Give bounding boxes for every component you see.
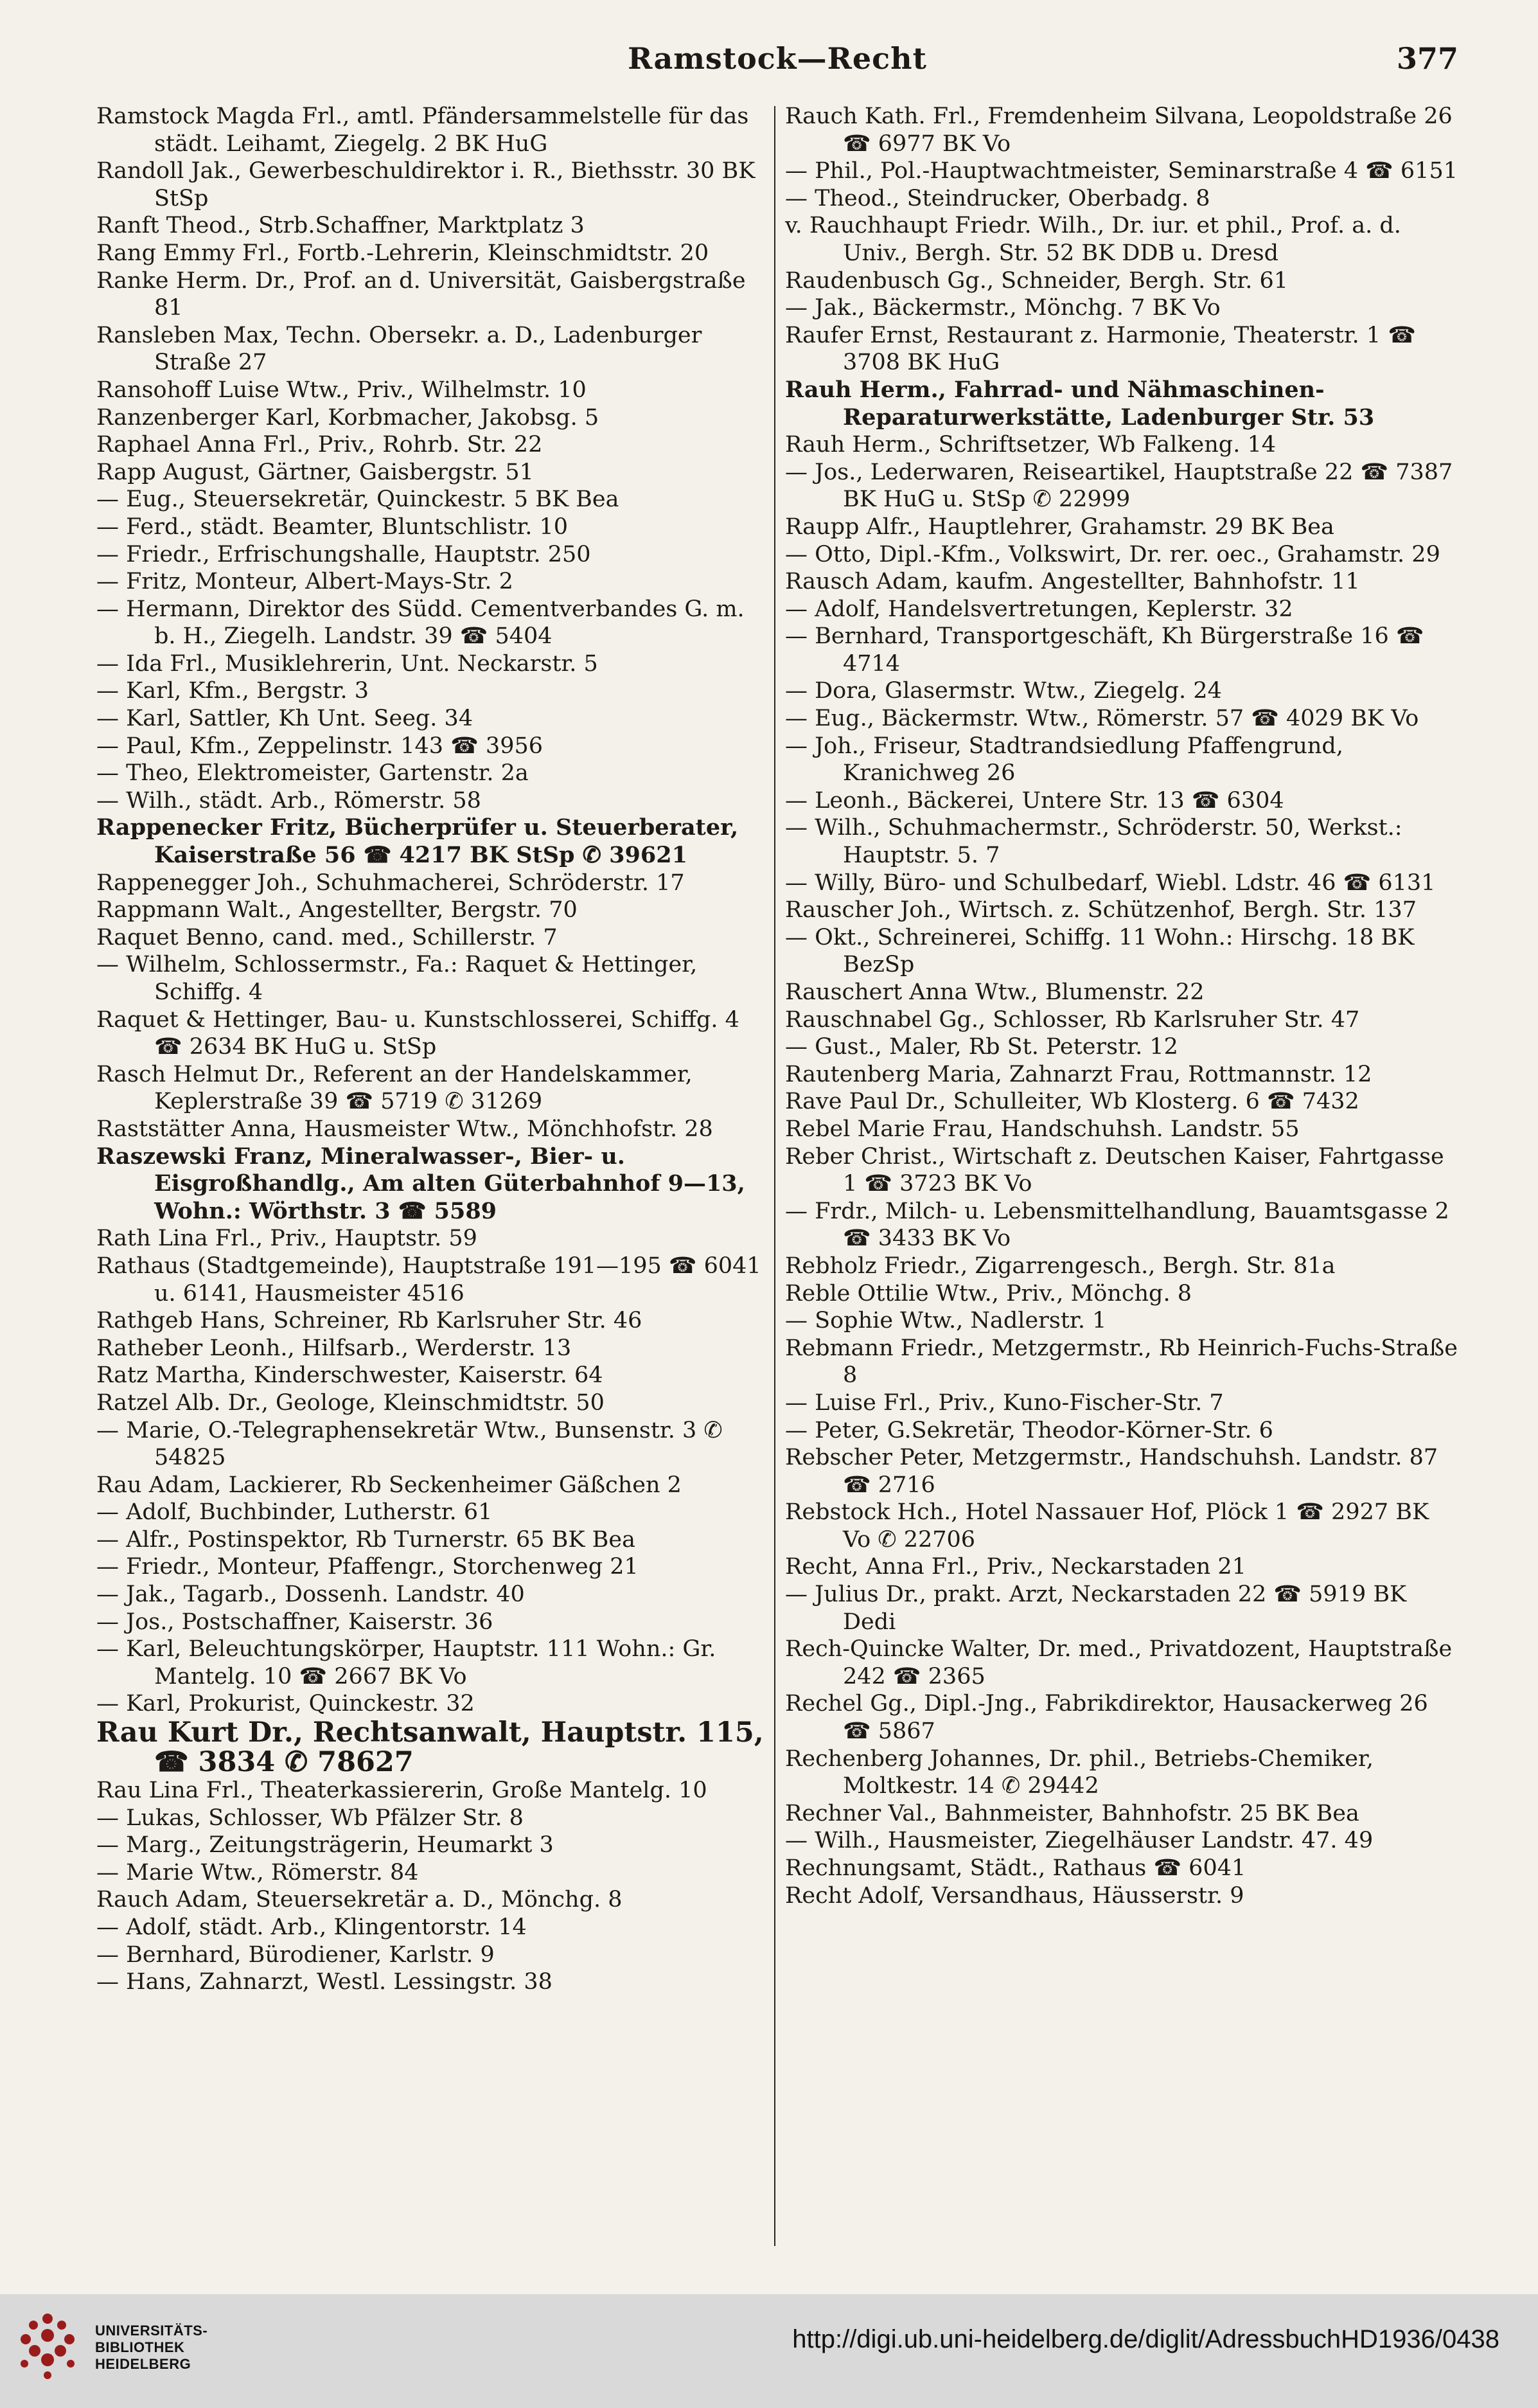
directory-entry: — Marie, O.-Telegraphensekretär Wtw., Bunsenstr. 3 ✆ 54825 [96,1417,723,1471]
directory-entry: — Ferd., städt. Beamter, Bluntschlistr. 10 [96,513,568,540]
directory-entry: Rasch Helmut Dr., Referent an der Handelskammer, Keplerstraße 39 ☎ 5719 ✆ 31269 [96,1061,693,1115]
directory-entry: Rathgeb Hans, Schreiner, Rb Karlsruher Str. 46 [96,1308,642,1334]
directory-entry: Rau Lina Frl., Theaterkassiererin, Große Mantelg. 10 [96,1778,707,1804]
directory-entry: Rathaus (Stadtgemeinde), Hauptstraße 191—195 ☎ 6041 u. 6141, Hausmeister 4516 [96,1253,761,1307]
directory-entry: — Ida Frl., Musiklehrerin, Unt. Neckarstr. 5 [96,650,598,677]
directory-entry: — Alfr., Postinspektor, Rb Turnerstr. 65 BK Bea [96,1526,635,1553]
directory-entry: — Paul, Kfm., Zeppelinstr. 143 ☎ 3956 [96,733,543,759]
directory-entry: Raszewski Franz, Mineralwasser-, Bier- u. Eisgroßhandlg., Am alten Güterbahnhof 9—13, Wohn.: Wörthstr. 3 ☎ 5589 [96,1143,745,1224]
directory-entry: — Karl, Sattler, Kh Unt. Seeg. 34 [96,706,473,732]
directory-entry: Raupp Alfr., Hauptlehrer, Grahamstr. 29 BK Bea [785,513,1334,540]
directory-entry: Rang Emmy Frl., Fortb.-Lehrerin, Kleinschmidtstr. 20 [96,240,709,266]
directory-entry: Reber Christ., Wirtschaft z. Deutschen Kaiser, Fahrtgasse 1 ☎ 3723 BK Vo [785,1143,1444,1197]
directory-entry: — Peter, G.Sekretär, Theodor-Körner-Str. 6 [785,1417,1273,1443]
directory-entry: Ransleben Max, Techn. Obersekr. a. D., Ladenburger Straße 27 [96,322,702,376]
directory-entry: Rausch Adam, kaufm. Angestellter, Bahnhofstr. 11 [785,569,1360,595]
directory-entry: Raufer Ernst, Restaurant z. Harmonie, Theaterstr. 1 ☎ 3708 BK HuG [785,322,1416,376]
directory-entry: — Dora, Glasermstr. Wtw., Ziegelg. 24 [785,678,1222,704]
directory-entry: — Frdr., Milch- u. Lebensmittelhandlung, Bauamtsgasse 2 ☎ 3433 BK Vo [785,1198,1449,1252]
directory-entry: Ranft Theod., Strb.Schaffner, Marktplatz 3 [96,213,585,239]
directory-entry: Raphael Anna Frl., Priv., Rohrb. Str. 22 [96,432,543,458]
source-url-link[interactable]: http://digi.ub.uni-heidelberg.de/diglit/AdressbuchHD1936/0438 [792,2325,1499,2353]
directory-entry: — Bernhard, Bürodiener, Karlstr. 9 [96,1941,495,1968]
directory-entry: Rautenberg Maria, Zahnarzt Frau, Rottmannstr. 12 [785,1061,1372,1087]
directory-entry: Rebstock Hch., Hotel Nassauer Hof, Plöck 1 ☎ 2927 BK Vo ✆ 22706 [785,1499,1429,1553]
directory-entry: Ratheber Leonh., Hilfsarb., Werderstr. 13 [96,1335,572,1361]
directory-entry: Rauh Herm., Fahrrad- und Nähmaschinen-Reparaturwerkstätte, Ladenburger Str. 53 [785,376,1375,431]
directory-entry: — Adolf, städt. Arb., Klingentorstr. 14 [96,1914,527,1940]
directory-entry: — Marg., Zeitungsträgerin, Heumarkt 3 [96,1832,554,1859]
footer-bar [0,2294,1538,2408]
directory-entry: — Jak., Bäckermstr., Mönchg. 7 BK Vo [785,295,1221,321]
directory-entry: — Wilh., Hausmeister, Ziegelhäuser Landstr. 47. 49 [785,1828,1374,1854]
directory-entry: — Wilh., städt. Arb., Römerstr. 58 [96,787,481,814]
directory-entry: Recht Adolf, Versandhaus, Häusserstr. 9 [785,1882,1244,1909]
directory-entry: Rauschert Anna Wtw., Blumenstr. 22 [785,979,1205,1005]
directory-entry: — Jak., Tagarb., Dossenh. Landstr. 40 [96,1582,525,1608]
directory-entry: Rath Lina Frl., Priv., Hauptstr. 59 [96,1226,477,1252]
directory-entry: — Jos., Postschaffner, Kaiserstr. 36 [96,1609,493,1635]
directory-entry: Rauschnabel Gg., Schlosser, Rb Karlsruher Str. 47 [785,1006,1360,1033]
column-divider [774,106,775,2246]
directory-entry: Ranzenberger Karl, Korbmacher, Jakobsg. 5 [96,404,599,431]
university-library-logo-icon [9,2306,86,2383]
directory-entry: Rebmann Friedr., Metzgermstr., Rb Heinrich-Fuchs-Straße 8 [785,1335,1458,1389]
page-header [96,41,1458,93]
directory-entry: — Marie Wtw., Römerstr. 84 [96,1859,419,1886]
directory-entry: Randoll Jak., Gewerbeschuldirektor i. R., Biethsstr. 30 BK StSp [96,158,756,211]
directory-entry: — Adolf, Buchbinder, Lutherstr. 61 [96,1499,493,1526]
directory-entry: — Karl, Kfm., Bergstr. 3 [96,678,369,704]
directory-entry: — Lukas, Schlosser, Wb Pfälzer Str. 8 [96,1805,524,1831]
directory-entry: — Eug., Steuersekretär, Quinckestr. 5 BK Bea [96,486,619,513]
directory-entry: Rau Adam, Lackierer, Rb Seckenheimer Gäßchen 2 [96,1472,682,1498]
directory-entry: Rechner Val., Bahnmeister, Bahnhofstr. 25 BK Bea [785,1800,1359,1826]
directory-entry: — Wilh., Schuhmachermstr., Schröderstr. 50, Werkst.: Hauptstr. 5. 7 [785,815,1402,869]
directory-entry: — Sophie Wtw., Nadlerstr. 1 [785,1308,1107,1334]
directory-entry: v. Rauchhaupt Friedr. Wilh., Dr. iur. et phil., Prof. a. d. Univ., Bergh. Str. 52 BK DDB u. Dresd [785,213,1401,266]
directory-entry: — Friedr., Monteur, Pfaffengr., Storchenweg 21 [96,1554,639,1580]
directory-entry: Rappmann Walt., Angestellter, Bergstr. 70 [96,897,578,923]
directory-entry: Rebscher Peter, Metzgermstr., Handschuhsh. Landstr. 87 ☎ 2716 [785,1445,1438,1498]
directory-entry: Raquet Benno, cand. med., Schillerstr. 7 [96,924,558,950]
directory-entry: Rechel Gg., Dipl.-Jng., Fabrikdirektor, Hausackerweg 26 ☎ 5867 [785,1691,1428,1745]
directory-entry: — Karl, Prokurist, Quinckestr. 32 [96,1691,475,1717]
directory-entry: — Adolf, Handelsvertretungen, Keplerstr. 32 [785,596,1293,622]
directory-entry: — Eug., Bäckermstr. Wtw., Römerstr. 57 ☎ 4029 BK Vo [785,706,1419,732]
directory-entry: Ranke Herm. Dr., Prof. an d. Universität, Gaisbergstraße 81 [96,267,746,321]
directory-entry: — Joh., Friseur, Stadtrandsiedlung Pfaffengrund, Kranichweg 26 [785,733,1343,787]
directory-entry: Raudenbusch Gg., Schneider, Bergh. Str. 61 [785,267,1289,294]
directory-entry: Rechenberg Johannes, Dr. phil., Betriebs-Chemiker, Moltkestr. 14 ✆ 29442 [785,1745,1374,1799]
directory-entry: — Otto, Dipl.-Kfm., Volkswirt, Dr. rer. oec., Grahamstr. 29 [785,541,1440,567]
directory-entry: — Karl, Beleuchtungskörper, Hauptstr. 111 Wohn.: Gr. Mantelg. 10 ☎ 2667 BK Vo [96,1636,716,1690]
directory-entry: Rappenegger Joh., Schuhmacherei, Schröderstr. 17 [96,870,685,896]
directory-entry: Rauch Kath. Frl., Fremdenheim Silvana, Leopoldstraße 26 ☎ 6977 BK Vo [785,103,1453,157]
directory-entry: Raquet & Hettinger, Bau- u. Kunstschlosserei, Schiffg. 4 ☎ 2634 BK HuG u. StSp [96,1006,739,1060]
directory-entry: — Gust., Maler, Rb St. Peterstr. 12 [785,1034,1178,1060]
directory-entry: — Okt., Schreinerei, Schiffg. 11 Wohn.: Hirschg. 18 BK BezSp [785,924,1415,978]
directory-entry: — Julius Dr., prakt. Arzt, Neckarstaden 22 ☎ 5919 BK Dedi [785,1582,1407,1635]
directory-entry: — Phil., Pol.-Hauptwachtmeister, Seminarstraße 4 ☎ 6151 [785,158,1458,184]
directory-entry: Rave Paul Dr., Schulleiter, Wb Klosterg. 6 ☎ 7432 [785,1089,1359,1115]
directory-entry: Rech-Quincke Walter, Dr. med., Privatdozent, Hauptstraße 242 ☎ 2365 [785,1636,1453,1690]
directory-entry: — Theo, Elektromeister, Gartenstr. 2a [96,760,529,787]
directory-entry: — Fritz, Monteur, Albert-Mays-Str. 2 [96,569,513,595]
directory-entry: — Willy, Büro- und Schulbedarf, Wiebl. Ldstr. 46 ☎ 6131 [785,870,1436,896]
directory-entry: — Hermann, Direktor des Südd. Cementverbandes G. m. b. H., Ziegelh. Landstr. 39 ☎ 5404 [96,596,745,650]
directory-entry: Rau Kurt Dr., Rechtsanwalt, Hauptstr. 115, ☎ 3834 ✆ 78627 [96,1717,764,1779]
directory-entry: Rauscher Joh., Wirtsch. z. Schützenhof, Bergh. Str. 137 [785,897,1417,923]
directory-entry: Rebholz Friedr., Zigarrengesch., Bergh. Str. 81a [785,1253,1336,1279]
directory-entry: — Bernhard, Transportgeschäft, Kh Bürgerstraße 16 ☎ 4714 [785,623,1424,677]
directory-entry: Raststätter Anna, Hausmeister Wtw., Mönchhofstr. 28 [96,1116,713,1142]
directory-entry: Ratzel Alb. Dr., Geologe, Kleinschmidtstr. 50 [96,1389,605,1416]
right-column [785,103,1460,1909]
library-name: UNIVERSITÄTS- BIBLIOTHEK HEIDELBERG [95,2323,208,2372]
left-column [96,103,771,1996]
directory-entry: — Luise Frl., Priv., Kuno-Fischer-Str. 7 [785,1389,1224,1416]
directory-entry: — Leonh., Bäckerei, Untere Str. 13 ☎ 6304 [785,787,1284,814]
directory-entry: — Hans, Zahnarzt, Westl. Lessingstr. 38 [96,1969,552,1995]
directory-entry: — Theod., Steindrucker, Oberbadg. 8 [785,185,1210,211]
directory-entry: Rauch Adam, Steuersekretär a. D., Mönchg. 8 [96,1887,623,1913]
directory-entry: — Wilhelm, Schlossermstr., Fa.: Raquet & Hettinger, Schiffg. 4 [96,952,698,1005]
directory-entry: Rebel Marie Frau, Handschuhsh. Landstr. 55 [785,1116,1300,1142]
directory-entry: Rechnungsamt, Städt., Rathaus ☎ 6041 [785,1855,1246,1881]
directory-entry: Ransohoff Luise Wtw., Priv., Wilhelmstr. 10 [96,377,587,403]
directory-entry: Rauh Herm., Schriftsetzer, Wb Falkeng. 14 [785,432,1276,458]
page-number: 377 [1396,41,1458,76]
directory-entry: Ramstock Magda Frl., amtl. Pfändersammelstelle für das städt. Leihamt, Ziegelg. 2 BK HuG [96,103,749,157]
page-title: Ramstock—Recht [628,41,927,76]
directory-entry: Recht, Anna Frl., Priv., Neckarstaden 21 [785,1554,1246,1580]
directory-entry: Reble Ottilie Wtw., Priv., Mönchg. 8 [785,1280,1192,1307]
directory-entry: Ratz Martha, Kinderschwester, Kaiserstr. 64 [96,1362,603,1389]
directory-entry: — Friedr., Erfrischungshalle, Hauptstr. 250 [96,541,591,567]
directory-entry: Rappenecker Fritz, Bücherprüfer u. Steuerberater, Kaiserstraße 56 ☎ 4217 BK StSp ✆ 39621 [96,814,739,869]
directory-entry: Rapp August, Gärtner, Gaisbergstr. 51 [96,459,534,485]
directory-entry: — Jos., Lederwaren, Reiseartikel, Hauptstraße 22 ☎ 7387 BK HuG u. StSp ✆ 22999 [785,459,1453,513]
